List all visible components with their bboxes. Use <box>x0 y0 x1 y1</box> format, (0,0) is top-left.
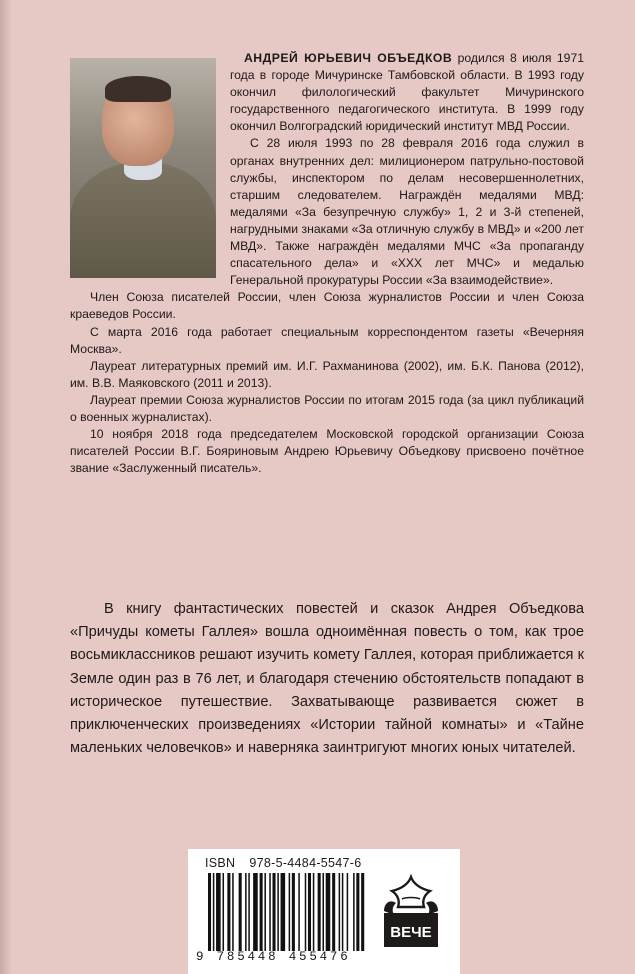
barcode-bar <box>208 873 211 951</box>
barcode-bar <box>213 873 215 951</box>
barcode-bar <box>342 873 344 951</box>
barcode-bar <box>239 873 242 951</box>
barcode-bar <box>223 873 225 951</box>
barcode-bar <box>332 873 335 951</box>
bio-paragraph-2: С 28 июля 1993 по 28 февраля 2016 года служил в органах внутренних дел: милиционером патрульно-постовой службы, инспектором по делам несовершеннолетних, старшим следователем. Награждён медалями МВД: медалями «За безупречную службу» 1, 2 и 3-й степеней, нагрудными знаками «За отличную службу в МВД» и «200 лет МВД». Также награждён медалями МЧС «За пропаганду спасательного дела» и «XXX лет МЧС» и медалью Генеральной прокуратуры России «За взаимодействие». <box>230 136 584 288</box>
publisher-logo <box>378 873 444 953</box>
bio-paragraph-3: Член Союза писателей России, член Союза журналистов России и член Союза краеведов России. <box>70 290 584 322</box>
barcode-bar <box>245 873 247 951</box>
barcode-bar <box>253 873 258 951</box>
barcode-bar <box>308 873 311 951</box>
book-annotation <box>70 598 584 760</box>
barcode-bar <box>269 873 271 951</box>
barcode-bar <box>281 873 286 951</box>
barcode-bar <box>347 873 349 951</box>
author-biography <box>70 50 584 477</box>
barcode-bar <box>356 873 359 951</box>
barcode-bar <box>322 873 324 951</box>
barcode-panel <box>188 849 460 974</box>
publisher-logo-text: ВЕЧЕ <box>390 924 432 941</box>
isbn-number: 978-5-4484-5547-6 <box>249 856 362 870</box>
bio-paragraph-4: С марта 2016 года работает специальным корреспондентом газеты «Вечерняя Москва». <box>70 324 584 356</box>
bio-paragraph-5: Лауреат литературных премий им. И.Г. Рахманинова (2002), им. Б.К. Панова (2012), им. В.В. Маяковского (2011 и 2013). <box>70 358 584 390</box>
barcode-bar <box>227 873 230 951</box>
barcode-bar <box>313 873 315 951</box>
barcode-bar <box>277 873 279 951</box>
barcode-bar <box>361 873 364 951</box>
cover-edge-shadow <box>0 0 12 974</box>
barcode-icon <box>208 873 366 951</box>
bio-paragraph-7: 10 ноября 2018 года председателем Московской городской организации Союза писателей России В.Г. Бояриновым Андрею Юрьевичу Объедкову присвоено почётное звание «Заслуженный писатель». <box>70 427 584 476</box>
barcode-bar <box>353 873 355 951</box>
barcode-bar <box>289 873 291 951</box>
barcode-digits: 9 785448 455476 <box>196 950 351 964</box>
barcode-bar <box>318 873 321 951</box>
barcode-bar <box>260 873 263 951</box>
bio-paragraph-1-text: родился 8 июля 1971 года в городе Мичуринске Тамбовской области. В 1993 году окончил филологический факультет Мичуринского государственного педагогического института. В 1999 году окончил Волгоградский юридический институт МВД России. <box>230 51 584 134</box>
photo-wrap-spacer <box>70 50 230 282</box>
barcode-bar <box>272 873 275 951</box>
bio-paragraph-6: Лауреат премии Союза журналистов России по итогам 2015 года (за цикл публикаций о военных журналистах). <box>70 392 584 424</box>
barcode-bar <box>326 873 331 951</box>
barcode-bar <box>292 873 295 951</box>
isbn-line <box>205 856 362 870</box>
isbn-label: ISBN <box>205 856 236 870</box>
barcode-bar <box>298 873 300 951</box>
barcode-bar <box>248 873 250 951</box>
barcode-bar <box>264 873 266 951</box>
barcode-bar <box>216 873 221 951</box>
barcode-bar <box>232 873 234 951</box>
barcode-bar <box>305 873 307 951</box>
annotation-text: В книгу фантастических повестей и сказок Андрея Объедкова «Причуды кометы Галлея» вошла одноимённая повесть о том, как трое восьмиклассников решают изучить комету Галлея, которая приближается к Земле один раз в 76 лет, и благодаря стечению обстоятельств попадают в историческое путешествие. Захватывающе развивается сюжет в приключенческих произведениях «Истории тайной комнаты» и «Тайне маленьких человечков» и наверняка заинтригуют многих юных читателей. <box>70 601 584 757</box>
barcode-bar <box>339 873 341 951</box>
author-name: АНДРЕЙ ЮРЬЕВИЧ ОБЪЕДКОВ <box>244 51 453 65</box>
